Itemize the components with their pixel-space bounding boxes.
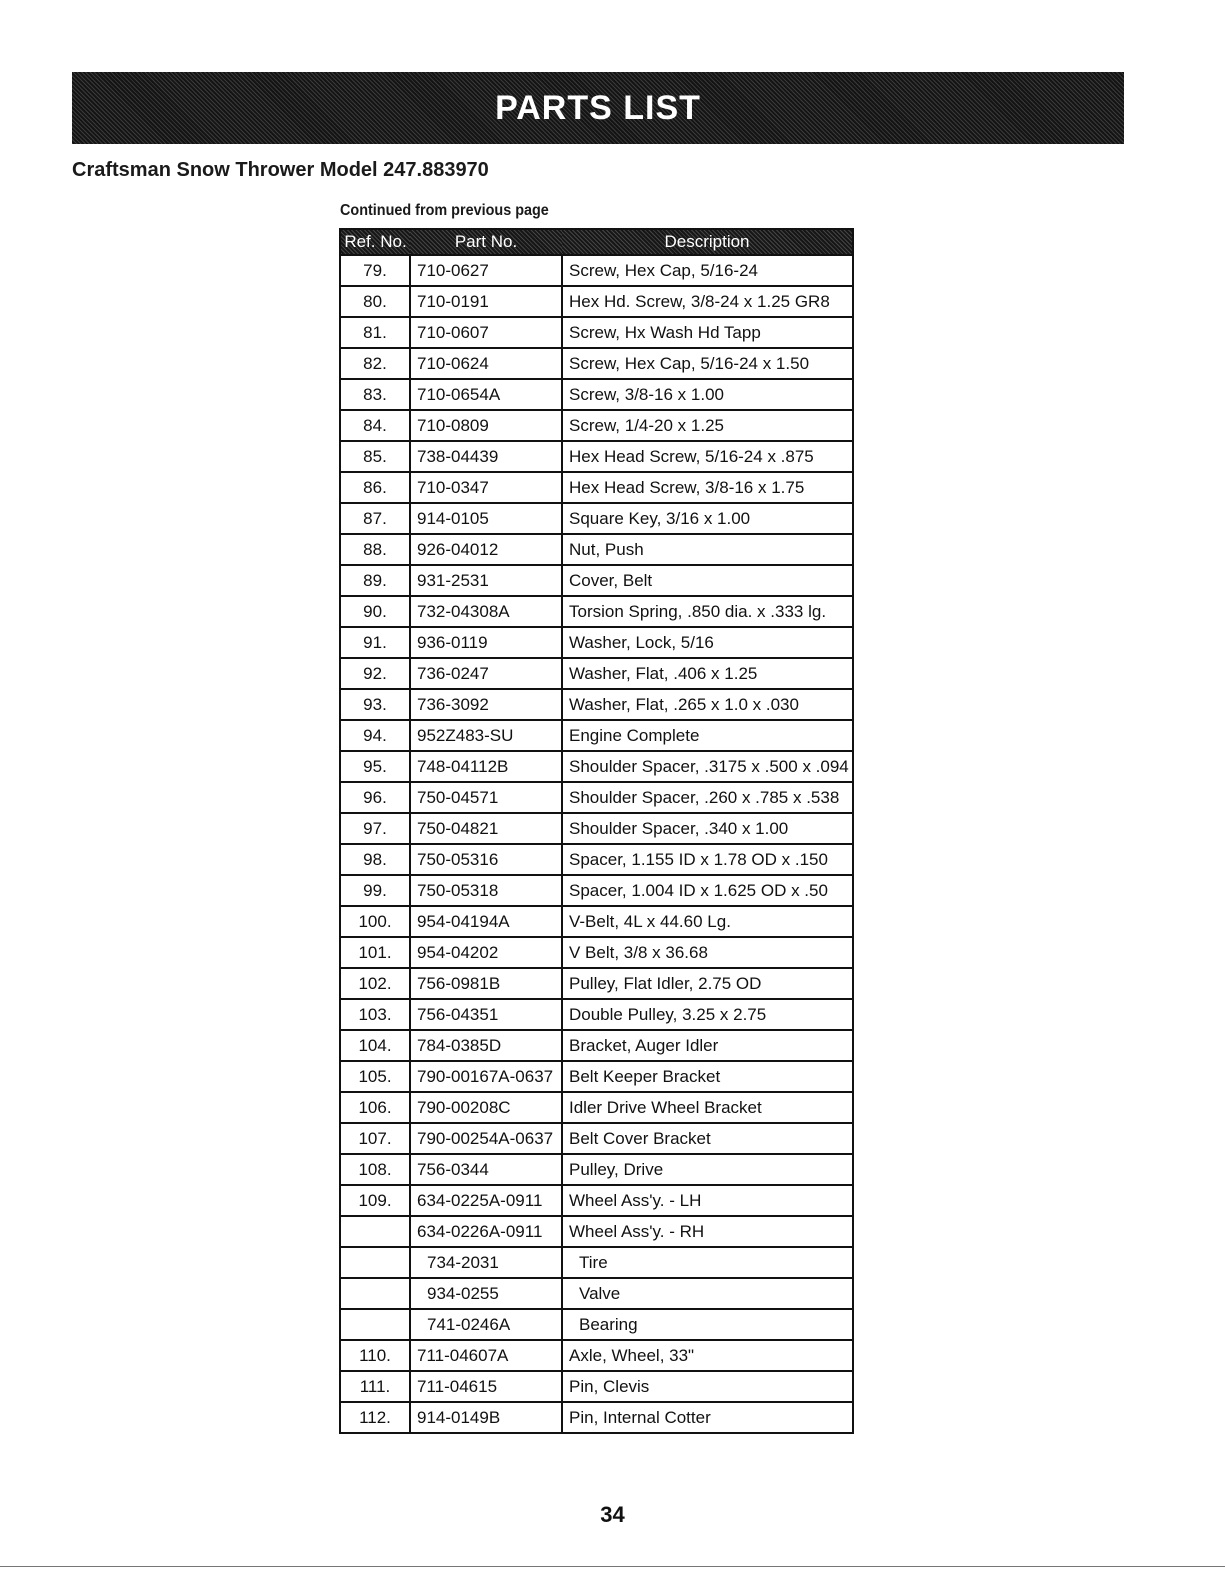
table-row: [340, 596, 853, 627]
table-row: [340, 565, 853, 596]
description-cell: V-Belt, 4L x 44.60 Lg.: [562, 906, 853, 937]
table-row: [340, 627, 853, 658]
ref-no-cell: 102.: [340, 968, 410, 999]
ref-no-cell: [340, 1247, 410, 1278]
description-cell: Belt Cover Bracket: [562, 1123, 853, 1154]
description-cell: Nut, Push: [562, 534, 853, 565]
description-cell: Bracket, Auger Idler: [562, 1030, 853, 1061]
table-row: [340, 844, 853, 875]
part-no-cell: 750-05318: [410, 875, 562, 906]
table-row: [340, 441, 853, 472]
part-no-cell: 710-0627: [410, 255, 562, 286]
part-no-cell: 741-0246A: [410, 1309, 562, 1340]
ref-no-cell: [340, 1309, 410, 1340]
parts-table-body: [340, 255, 853, 1433]
table-row: [340, 1340, 853, 1371]
ref-no-cell: 111.: [340, 1371, 410, 1402]
part-no-cell: 790-00167A-0637: [410, 1061, 562, 1092]
ref-no-cell: 112.: [340, 1402, 410, 1433]
description-cell: Shoulder Spacer, .340 x 1.00: [562, 813, 853, 844]
table-row: [340, 1061, 853, 1092]
part-no-cell: 710-0624: [410, 348, 562, 379]
description-cell: Pulley, Drive: [562, 1154, 853, 1185]
continued-note: Continued from previous page: [340, 202, 549, 219]
table-row: [340, 813, 853, 844]
description-cell: Hex Head Screw, 5/16-24 x .875: [562, 441, 853, 472]
table-row: [340, 317, 853, 348]
table-row: [340, 255, 853, 286]
table-row: [340, 1371, 853, 1402]
ref-no-cell: 81.: [340, 317, 410, 348]
description-cell: Engine Complete: [562, 720, 853, 751]
table-row: [340, 1185, 853, 1216]
part-no-cell: 750-05316: [410, 844, 562, 875]
part-no-cell: 784-0385D: [410, 1030, 562, 1061]
ref-no-cell: 104.: [340, 1030, 410, 1061]
part-no-cell: 634-0226A-0911: [410, 1216, 562, 1247]
description-cell: Square Key, 3/16 x 1.00: [562, 503, 853, 534]
table-row: [340, 999, 853, 1030]
part-no-cell: 914-0149B: [410, 1402, 562, 1433]
table-row: [340, 1154, 853, 1185]
description-cell: Washer, Flat, .265 x 1.0 x .030: [562, 689, 853, 720]
part-no-cell: 952Z483-SU: [410, 720, 562, 751]
ref-no-cell: 87.: [340, 503, 410, 534]
part-no-cell: 954-04194A: [410, 906, 562, 937]
part-no-cell: 710-0607: [410, 317, 562, 348]
description-cell: Spacer, 1.004 ID x 1.625 OD x .50: [562, 875, 853, 906]
ref-no-cell: 96.: [340, 782, 410, 813]
part-no-cell: 750-04821: [410, 813, 562, 844]
ref-no-cell: 106.: [340, 1092, 410, 1123]
ref-no-cell: 79.: [340, 255, 410, 286]
description-cell: Cover, Belt: [562, 565, 853, 596]
parts-list-banner: [72, 72, 1124, 144]
part-no-cell: 790-00208C: [410, 1092, 562, 1123]
header-part-no: Part No.: [410, 229, 562, 255]
description-cell: Shoulder Spacer, .260 x .785 x .538: [562, 782, 853, 813]
ref-no-cell: 88.: [340, 534, 410, 565]
part-no-cell: 738-04439: [410, 441, 562, 472]
part-no-cell: 732-04308A: [410, 596, 562, 627]
part-no-cell: 934-0255: [410, 1278, 562, 1309]
part-no-cell: 936-0119: [410, 627, 562, 658]
table-row: [340, 720, 853, 751]
ref-no-cell: 110.: [340, 1340, 410, 1371]
description-cell: Pulley, Flat Idler, 2.75 OD: [562, 968, 853, 999]
part-no-cell: 710-0347: [410, 472, 562, 503]
part-no-cell: 710-0809: [410, 410, 562, 441]
description-cell: Pin, Internal Cotter: [562, 1402, 853, 1433]
description-cell: Spacer, 1.155 ID x 1.78 OD x .150: [562, 844, 853, 875]
table-row: [340, 751, 853, 782]
part-no-cell: 748-04112B: [410, 751, 562, 782]
ref-no-cell: [340, 1216, 410, 1247]
part-no-cell: 954-04202: [410, 937, 562, 968]
parts-table: [339, 228, 854, 1434]
banner-title: PARTS LIST: [495, 88, 701, 127]
ref-no-cell: 99.: [340, 875, 410, 906]
table-row: [340, 1030, 853, 1061]
ref-no-cell: 100.: [340, 906, 410, 937]
table-row: [340, 348, 853, 379]
description-cell: Belt Keeper Bracket: [562, 1061, 853, 1092]
ref-no-cell: 105.: [340, 1061, 410, 1092]
description-cell: Screw, Hex Cap, 5/16-24: [562, 255, 853, 286]
ref-no-cell: 98.: [340, 844, 410, 875]
bottom-rule: [0, 1566, 1225, 1567]
table-row: [340, 875, 853, 906]
table-row: [340, 689, 853, 720]
description-cell: Washer, Flat, .406 x 1.25: [562, 658, 853, 689]
table-row: [340, 503, 853, 534]
ref-no-cell: 95.: [340, 751, 410, 782]
header-ref-no: Ref. No.: [340, 229, 410, 255]
table-row: [340, 472, 853, 503]
description-cell: Axle, Wheel, 33": [562, 1340, 853, 1371]
table-row: [340, 1309, 853, 1340]
ref-no-cell: 97.: [340, 813, 410, 844]
part-no-cell: 914-0105: [410, 503, 562, 534]
table-row: [340, 1092, 853, 1123]
table-row: [340, 1247, 853, 1278]
part-no-cell: 710-0191: [410, 286, 562, 317]
part-no-cell: 736-0247: [410, 658, 562, 689]
page-number: 34: [600, 1502, 625, 1527]
ref-no-cell: 94.: [340, 720, 410, 751]
ref-no-cell: 80.: [340, 286, 410, 317]
ref-no-cell: 107.: [340, 1123, 410, 1154]
description-cell: Screw, 3/8-16 x 1.00: [562, 379, 853, 410]
table-row: [340, 782, 853, 813]
ref-no-cell: 89.: [340, 565, 410, 596]
description-cell: Bearing: [562, 1309, 853, 1340]
table-row: [340, 1216, 853, 1247]
description-cell: V Belt, 3/8 x 36.68: [562, 937, 853, 968]
ref-no-cell: 91.: [340, 627, 410, 658]
table-row: [340, 410, 853, 441]
description-cell: Hex Hd. Screw, 3/8-24 x 1.25 GR8: [562, 286, 853, 317]
table-row: [340, 906, 853, 937]
part-no-cell: 756-04351: [410, 999, 562, 1030]
part-no-cell: 736-3092: [410, 689, 562, 720]
description-cell: Valve: [562, 1278, 853, 1309]
description-cell: Torsion Spring, .850 dia. x .333 lg.: [562, 596, 853, 627]
part-no-cell: 931-2531: [410, 565, 562, 596]
table-header-row: [340, 229, 853, 255]
description-cell: Tire: [562, 1247, 853, 1278]
part-no-cell: 756-0981B: [410, 968, 562, 999]
ref-no-cell: 101.: [340, 937, 410, 968]
ref-no-cell: [340, 1278, 410, 1309]
description-cell: Wheel Ass'y. - LH: [562, 1185, 853, 1216]
ref-no-cell: 90.: [340, 596, 410, 627]
part-no-cell: 756-0344: [410, 1154, 562, 1185]
ref-no-cell: 84.: [340, 410, 410, 441]
table-row: [340, 286, 853, 317]
ref-no-cell: 82.: [340, 348, 410, 379]
table-row: [340, 1123, 853, 1154]
part-no-cell: 711-04615: [410, 1371, 562, 1402]
description-cell: Pin, Clevis: [562, 1371, 853, 1402]
part-no-cell: 711-04607A: [410, 1340, 562, 1371]
table-row: [340, 658, 853, 689]
part-no-cell: 710-0654A: [410, 379, 562, 410]
part-no-cell: 926-04012: [410, 534, 562, 565]
header-description: Description: [562, 229, 853, 255]
ref-no-cell: 103.: [340, 999, 410, 1030]
table-row: [340, 379, 853, 410]
table-row: [340, 534, 853, 565]
part-no-cell: 734-2031: [410, 1247, 562, 1278]
ref-no-cell: 93.: [340, 689, 410, 720]
ref-no-cell: 108.: [340, 1154, 410, 1185]
description-cell: Hex Head Screw, 3/8-16 x 1.75: [562, 472, 853, 503]
ref-no-cell: 85.: [340, 441, 410, 472]
description-cell: Screw, Hex Cap, 5/16-24 x 1.50: [562, 348, 853, 379]
model-heading: Craftsman Snow Thrower Model 247.883970: [72, 159, 489, 181]
description-cell: Shoulder Spacer, .3175 x .500 x .094: [562, 751, 853, 782]
description-cell: Wheel Ass'y. - RH: [562, 1216, 853, 1247]
part-no-cell: 750-04571: [410, 782, 562, 813]
table-row: [340, 968, 853, 999]
description-cell: Screw, Hx Wash Hd Tapp: [562, 317, 853, 348]
description-cell: Double Pulley, 3.25 x 2.75: [562, 999, 853, 1030]
ref-no-cell: 109.: [340, 1185, 410, 1216]
description-cell: Screw, 1/4-20 x 1.25: [562, 410, 853, 441]
ref-no-cell: 86.: [340, 472, 410, 503]
part-no-cell: 790-00254A-0637: [410, 1123, 562, 1154]
description-cell: Washer, Lock, 5/16: [562, 627, 853, 658]
table-row: [340, 937, 853, 968]
table-row: [340, 1402, 853, 1433]
ref-no-cell: 92.: [340, 658, 410, 689]
description-cell: Idler Drive Wheel Bracket: [562, 1092, 853, 1123]
part-no-cell: 634-0225A-0911: [410, 1185, 562, 1216]
table-row: [340, 1278, 853, 1309]
ref-no-cell: 83.: [340, 379, 410, 410]
